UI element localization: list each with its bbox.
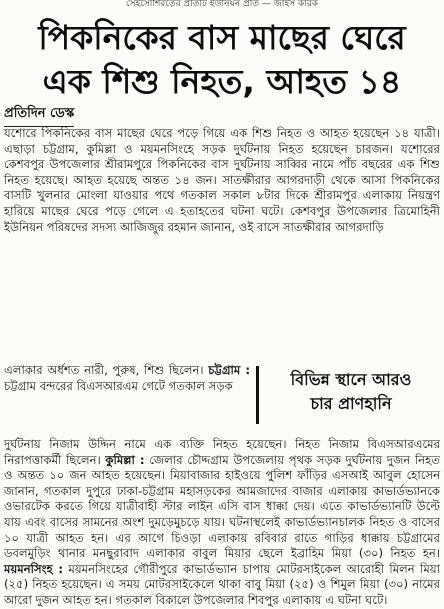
headline (0, 16, 444, 104)
location-label-mymensingh: ময়মনসিংহ : (4, 561, 64, 576)
body-text-1: দুর্ঘটনায় নিজাম উদ্দিন নামে এক ব্যক্তি নিহত হয়েছেন। নিহত নিজাম বিএসআরএমের নিরাপত্তাকর্মী ছিলেন। (4, 437, 440, 467)
headline-line-2: এক শিশু নিহত, আহত ১৪ (42, 62, 402, 101)
body-text-3: ময়মনসিংহের গৌরীপুরে কাভার্ডভ্যান চাপায় মোটরসাইকেল আরোহী মিলন মিয়া (২৫) নিহত হয়েছেন। এ সময় মোটরসাইকেলে থাকা বাবু মিয়া (২৫) ও শিমুল মিয়া (৩০) নামের আরো দুজন আহত হন। গতকাল বিকালে উপজেলার শিবপুর এলাকায় এ ঘটনা ঘটে। (4, 561, 441, 607)
location-label-cumilla: কুমিল্লা : (105, 452, 145, 467)
body-paragraph (4, 437, 440, 609)
lead-paragraph: যশোরে পিকনিকের বাস মাছের ঘেরে পড়ে গিয়ে এক শিশু নিহত ও আহত হয়েছেন ১৪ যাত্রী। এছাড়া চট্টগ্রাম, কুমিল্লা ও ময়মনসিংহে সড়ক দুর্ঘটনায় নিহত হয়েছেন চারজন। যশোরের কেশবপুর উপজেলার শ্রীরামপুরে পিকনিকের বাস দুর্ঘটনায় সাব্বির নামে পাঁচ বছরের এক শিশু নিহত হয়েছে। আহত হয়েছে অন্তত ১৪ জন। সাতক্ষীরার আগরদাড়ী থেকে আসা পিকনিকের বাসটি খুলনার মোংলা যাওয়ার পথে গতকাল সকাল ৮টার দিকে শ্রীরামপুর এলাকায় নিয়ন্ত্রণ হারিয়ে মাছের ঘেরে পড়ে গেলে এ হতাহতের ঘটনা ঘটে। কেশবপুর উপজেলার ত্রিমোহিনী ইউনিয়ন পরিষদের সদস্য আজিজুর রহমান জানান, ওই বাসে সাতক্ষীরার আগরদাড়ি (4, 126, 440, 234)
headline-line-1: পিকনিকের বাস মাছের ঘেরে (38, 18, 406, 57)
location-label-chattogram: চট্টগ্রাম : (208, 363, 251, 377)
subheading-box (256, 366, 443, 424)
subheading-line-2: চার প্রাণহানি (310, 394, 392, 413)
left-column (4, 363, 250, 394)
left-column-text-2: চট্টগ্রাম বন্দরের বিএসআরএম গেটে গতকাল সড়ক (4, 378, 233, 393)
byline: প্রতিদিন ডেস্ক (4, 104, 74, 127)
body-text-2: জেলার চৌদ্দগ্রাম উপজেলায় পৃথক সড়ক দুর্ঘটনায় দুজন নিহত ও অন্তত ১০ জন আহত হয়েছেন। মিয়াবাজার হাইওয়ে পুলিশ ফাঁড়ির এসআই আবুল হোসেন জানান, গতকাল দুপুরে ঢাকা-চট্টগ্রাম মহাসড়কের আমজাদের বাজার এলাকায় কাভার্ডভ্যানকে ওভারটেক করতে গিয়ে যাত্রীবাহী স্টার লাইন এসি বাস ধাক্কা দেয়। এতে কাভার্ডভ্যানটি উল্টে যায় এবং বাসের সামনের অংশ দুমড়েমুচড়ে যায়। ঘটনাস্থলেই কাভার্ডভ্যানচালক নিহত ও বাসের ১০ যাত্রী আহত হন। এর আগে চিওড়া এলাকায় রবিবার রাতে গাড়ির ধাক্কায় চট্টগ্রামের ডবলমুড়িং থানার মনছুরাবাদ এলাকার বাবুল মিয়ার ছেলে ইব্রাহিম মিয়া (৩০) নিহত হন। (4, 452, 441, 561)
subheading-line-1: বিভিন্ন স্থানে আরও (290, 370, 412, 389)
left-column-text-1: এলাকার অর্ধশত নারী, পুরুষ, শিশু ছিলেন। (4, 363, 204, 377)
kicker-text: সেইসোশিরতের প্রতিটি ইউনিয়ন প্রতি — জাইস কারক (125, 0, 319, 9)
